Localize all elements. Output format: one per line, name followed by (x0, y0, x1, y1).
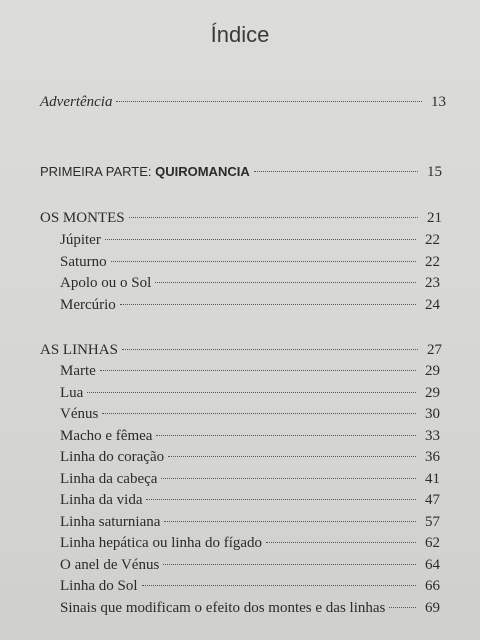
toc-entry (60, 363, 440, 380)
part-name: QUIROMANCIA (155, 164, 250, 179)
toc-page: 64 (425, 556, 440, 573)
toc-label: Júpiter (60, 232, 101, 248)
toc-entry (60, 428, 440, 445)
toc-label: Marte (60, 363, 96, 379)
toc-section-montes (40, 210, 442, 227)
toc-label: Saturno (60, 253, 107, 270)
dot-leader (389, 607, 416, 608)
dot-leader (111, 261, 416, 262)
toc-entry-advertencia (40, 94, 446, 111)
toc-label: O anel de Vénus (60, 556, 160, 573)
dot-leader (129, 217, 418, 218)
toc-entry (60, 492, 440, 509)
toc-entry (60, 254, 440, 271)
toc-label: Apolo ou o Sol (60, 275, 152, 291)
toc-label: Advertência (40, 94, 113, 110)
toc-page: 22 (425, 232, 440, 248)
dot-leader (102, 413, 416, 414)
toc-label: OS MONTES (40, 210, 125, 226)
dot-leader (122, 349, 418, 350)
dot-leader (161, 478, 416, 479)
toc-page: 47 (425, 492, 440, 508)
toc-entry (60, 578, 440, 595)
toc-entry (60, 449, 440, 466)
toc-page: 13 (431, 94, 446, 110)
dot-leader (164, 521, 416, 522)
toc-label: Lua (60, 384, 84, 401)
dot-leader (146, 499, 416, 500)
toc-label: Linha do coração (60, 449, 165, 465)
toc-entry (60, 385, 440, 402)
toc-page: 24 (425, 296, 440, 313)
toc-page: 33 (425, 427, 440, 444)
toc-page: 41 (425, 470, 440, 487)
toc-label: Linha do Sol (60, 578, 138, 594)
toc-label: Linha saturniana (60, 513, 161, 530)
dot-leader (87, 392, 416, 393)
toc-label: Macho e fêmea (60, 427, 153, 444)
dot-leader (120, 304, 416, 305)
toc-entry (60, 297, 440, 314)
toc-entry (60, 535, 440, 552)
toc-page: 27 (427, 342, 442, 358)
dot-leader (156, 435, 416, 436)
dot-leader (254, 171, 418, 172)
page-title: Índice (210, 22, 270, 47)
toc-label: AS LINHAS (40, 342, 118, 358)
toc-page: 22 (425, 253, 440, 270)
toc-page: 62 (425, 535, 440, 551)
toc-entry (60, 275, 440, 292)
toc-label: Vénus (60, 406, 99, 422)
dot-leader (116, 101, 422, 102)
toc-page: 29 (425, 384, 440, 401)
toc-label: Linha da cabeça (60, 470, 158, 487)
toc-entry-primeira-parte (40, 164, 442, 181)
toc-entry (60, 514, 440, 531)
dot-leader (142, 585, 417, 586)
toc-page: 29 (425, 363, 440, 379)
toc-page: 21 (427, 210, 442, 226)
toc-entry (60, 406, 440, 423)
toc-page: 36 (425, 449, 440, 465)
dot-leader (266, 542, 416, 543)
toc-entry (60, 600, 440, 617)
dot-leader (100, 370, 416, 371)
dot-leader (105, 239, 416, 240)
toc-label: Linha hepática ou linha do fígado (60, 535, 263, 551)
dot-leader (168, 456, 416, 457)
toc-label: PRIMEIRA PARTE: QUIROMANCIA (40, 164, 250, 179)
toc-section-linhas (40, 342, 442, 359)
toc-entry (60, 232, 440, 249)
toc-page: 57 (425, 513, 440, 530)
toc-entry (60, 557, 440, 574)
toc-page: 23 (425, 275, 440, 291)
toc-entry (60, 471, 440, 488)
toc-label: Mercúrio (60, 296, 116, 313)
dot-leader (163, 564, 416, 565)
toc-page: 66 (425, 578, 440, 594)
dot-leader (155, 282, 416, 283)
toc-page: 30 (425, 406, 440, 422)
toc-label: Linha da vida (60, 492, 143, 508)
toc-page: 69 (425, 599, 440, 616)
toc-page: 15 (427, 164, 442, 180)
toc-label: Sinais que modificam o efeito dos montes e das linhas (60, 599, 386, 616)
